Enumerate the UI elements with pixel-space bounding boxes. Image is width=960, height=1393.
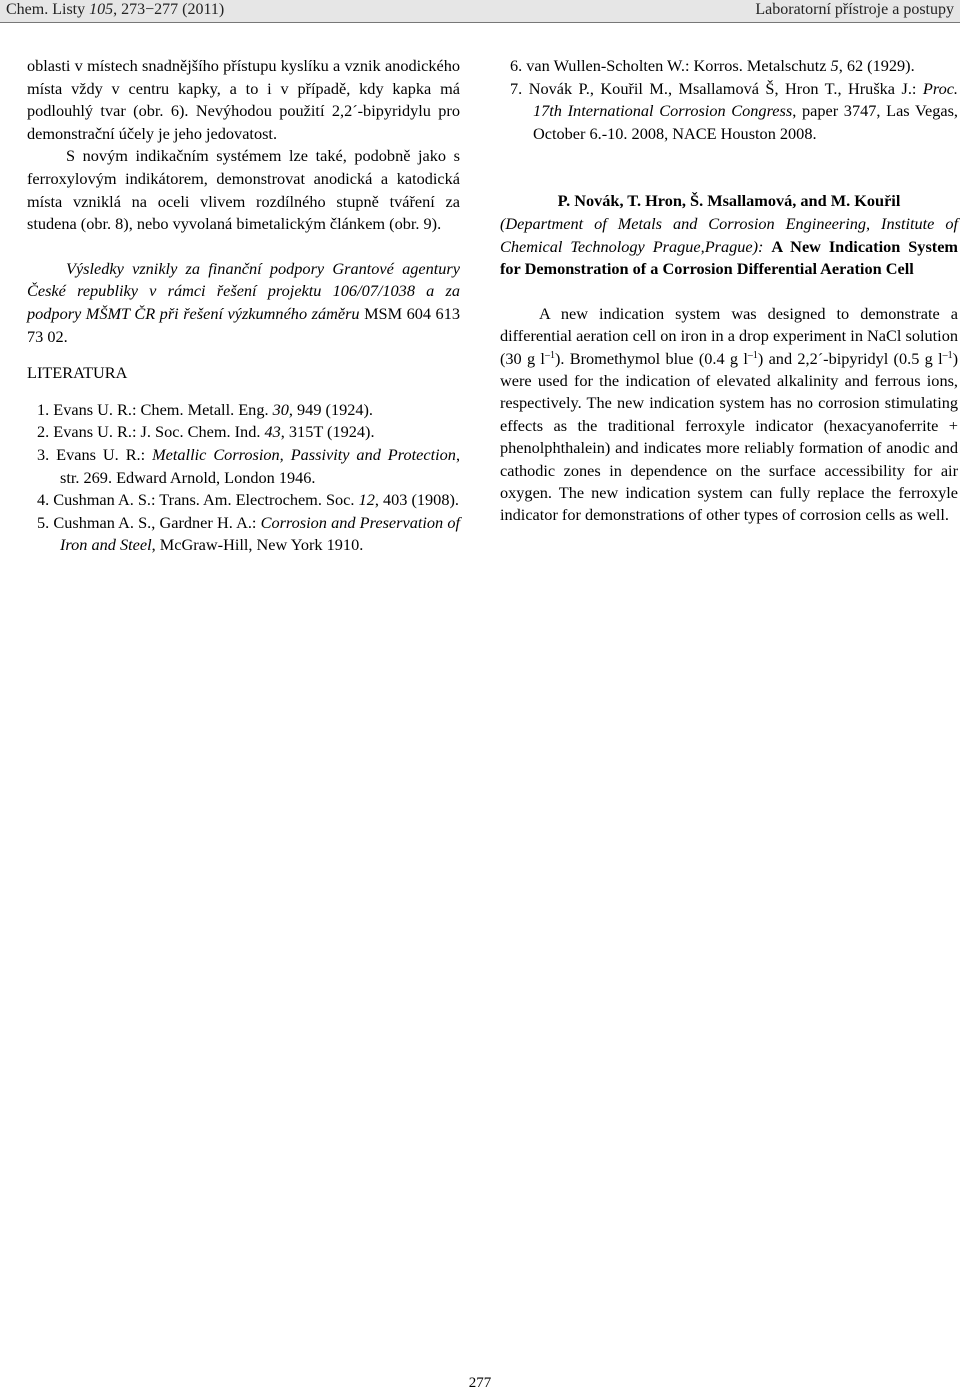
left-column [27, 55, 460, 557]
abstract-title: A New Indication System for Demonstration of a Corrosion Differential Aeration Cell [500, 236, 958, 279]
right-column [500, 55, 958, 527]
paragraph: S novým indikačním systémem lze také, podobně jako s ferroxylovým indikátorem, demonstrovat anodická a katodická místa vzniklá na oceli vlivem rozdílného stupně tváření za studena (obr. 8), nebo vyvolaná bimetalickým článkem (obr. 9). [27, 146, 460, 234]
reference-item: 1. Evans U. R.: Chem. Metall. Eng. 30, 949 (1924). [37, 399, 373, 419]
reference-item: 3. Evans U. R.: Metallic Corrosion, Passivity and Protection, str. 269. Edward Arnold, London 1946. [37, 444, 461, 487]
reference-item: 5. Cushman A. S., Gardner H. A.: Corrosion and Preservation of Iron and Steel, McGraw-Hill, New York 1910. [37, 512, 461, 555]
references-heading: LITERATURA [27, 363, 128, 383]
section-title: Laboratorní přístroje a postupy [755, 1, 954, 18]
reference-list [27, 399, 460, 557]
reference-item: 6. van Wullen-Scholten W.: Korros. Metalschutz 5, 62 (1929). [510, 56, 915, 75]
reference-list [500, 55, 958, 145]
abstract-affiliation-title: (Department of Metals and Corrosion Engineering, Institute of Chemical Technology Prague,Prague): A New Indication System for Demonstration of a Corrosion Differential Aeration Cell [500, 213, 958, 279]
journal-citation: Chem. Listy 105, 273−277 (2011) [6, 1, 225, 18]
abstract-text: A new indication system was designed to demonstrate a differential aeration cell on iron in a drop experiment in NaCl solution (30 g $l^{-1}$). Bromethymol blue (0.4 g $l^{-1}$) and 2,2´-bipyridyl (0.5 g $l^{-1}$) were used for the indication of elevated alkalinity and ferrous ions, respectively. The new indication system has no corrosion stimulating effects as the traditional ferroxyle indicator (hexacyanoferrite + phenolphthalein) and indicates more reliably formation of anodic and cathodic zones in dependence on the surface accessibility for air oxygen. The new indication system can fully replace the ferroxyle indicator for demonstrations of other types of corrosion cells as well. [500, 303, 959, 525]
paragraph: oblasti v místech snadnějšího přístupu kyslíku a vznik anodického místa vždy v centru kapky, a to i v případě, kdy kapka má podlouhlý tvar (obr. 6). Nevýhodou použití 2,2´-bipyridylu pro demonstrační účely je jeho jedovatost. [27, 56, 460, 143]
english-abstract [500, 303, 958, 527]
reference-item: 2. Evans U. R.: J. Soc. Chem. Ind. 43, 315T (1924). [37, 422, 375, 442]
acknowledgement: Výsledky vznikly za finanční podpory Grantové agentury České republiky v rámci řešení projektu 106/07/1038 a za podpory MŠMT ČR při řešení výzkumného záměru MSM 604 613 73 02. [27, 258, 460, 346]
abstract-authors: P. Novák, T. Hron, Š. Msallamová, and M. Kouřil [557, 191, 901, 211]
reference-item: 4. Cushman A. S.: Trans. Am. Electrochem. Soc. 12, 403 (1908). [37, 490, 459, 510]
reference-item: 7. Novák P., Kouřil M., Msallamová Š, Hron T., Hruška J.: Proc. 17th International Corrosion Congress, paper 3747, Las Vegas, October 6.-10. 2008, NACE Houston 2008. [510, 78, 959, 143]
running-header [0, 0, 960, 23]
volume-number: 105 [89, 1, 114, 18]
page-number: 277 [468, 1375, 492, 1391]
